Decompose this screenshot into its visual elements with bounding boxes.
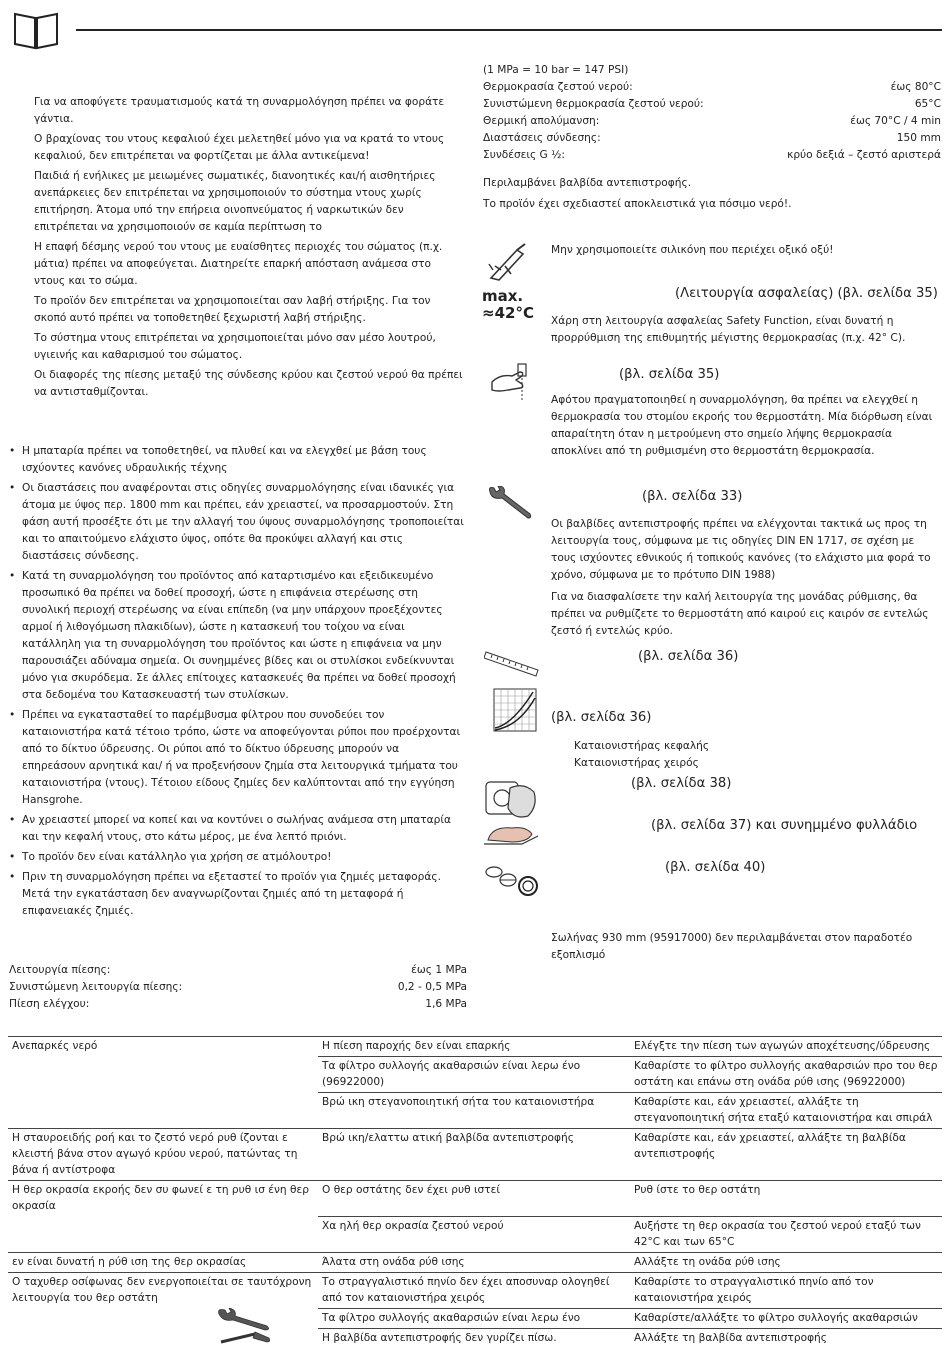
adjust-text: Αφότου πραγματοποιηθεί η συναρμολόγηση, θα πρέπει να ελεγχθεί η θερμοκρασία του στομίου εκροής του θερμοστάτη. Μία διόρθωση είναι απαραίτητη όταν η μετρούμενη στο σημείο λήψης θερμοκρασία αποκλίνει από τη ρυθμισμένη στο θερμοστάτη θερμοκρασία. <box>551 394 933 457</box>
spec-row: Θερμική απολύμανση: έως 70°C / 4 min <box>483 115 941 127</box>
intro-paragraph: Παιδιά ή ενήλικες με μειωμένες σωματικές, διανοητικές και/ή αισθητήριες ανεπάρκειες δεν επιτρέπεται να χρησιμοποιούν το σύστημα ντους χωρίς επιτήρηση. Άτομα υπό την επήρεια οινοπνεύματος ή ναρκωτικών δεν επιτρέπεται να χρησιμοποιούν σε καμία περίπτωση το <box>34 170 436 233</box>
table-row <box>8 1216 942 1252</box>
intro-paragraph: Ο βραχίονας του ντους κεφαλιού έχει μελετηθεί μόνο για να κρατά το ντους κεφαλιού, δεν επιτρέπεται να φορτίζεται με άλλα αντικείμενα! <box>34 133 445 162</box>
problem-cell: Η θερ οκρασία εκροής δεν συ φωνεί ε τη ρυθ ισ ένη θερ οκρασία <box>8 1181 318 1217</box>
spec-row: Λειτουργία πίεσης: έως 1 MPa <box>9 964 467 976</box>
table-row <box>8 1328 942 1348</box>
problem-cell <box>8 1057 318 1093</box>
maintenance-heading: (βλ. σελίδα 33) <box>642 489 743 504</box>
installation-bullets <box>9 443 464 923</box>
temperature-check-icon <box>490 362 534 410</box>
cause-cell: Ο θερ οστάτης δεν έχει ρυθ ιστεί <box>318 1181 630 1217</box>
table-row <box>8 1057 942 1093</box>
drinking-water-note: Το προϊόν έχει σχεδιαστεί αποκλειστικά για πόσιμο νερό!. <box>483 198 792 210</box>
header-rule <box>76 29 942 31</box>
hand-knob-icon <box>484 776 540 826</box>
table-row <box>8 1181 942 1217</box>
bullet-item: • Το προϊόν δεν είναι κατάλληλο για χρήση σε ατμόλουτρο! <box>9 849 464 866</box>
bullet-item: • Οι διαστάσεις που αναφέρονται στις οδηγίες συναρμολόγησης είναι ιδανικές για άτομα με ύψος περ. 1800 mm και πρέπει, εάν χρειαστεί, να προσαρμοστούν. Στη φάση αυτή προσέξτε ότι με την αλλαγή του ύψους συναρμολόγησης τροποποιείται και το απαιτούμενο ελάχιστο ύψος, οπότε θα προκύψει αλλαγή και στις διαστάσεις σύνδεσης. <box>9 480 464 565</box>
cause-cell: Το στραγγαλιστικό πηνίο δεν έχει αποσυναρ ολογηθεί από τον καταιονιστήρα χειρός <box>318 1272 630 1308</box>
ref-page-40: (βλ. σελίδα 40) <box>665 860 766 875</box>
pressure-specs <box>9 962 467 1013</box>
cause-cell: Η βαλβίδα αντεπιστροφής δεν γυρίζει πίσω. <box>318 1328 630 1348</box>
bullet-item: • Κατά τη συναρμολόγηση του προϊόντος από καταρτισμένο και εξειδικευμένο προσωπικό θα πρέπει να δοθεί προσοχή, ώστε η επιφάνεια στερέωσης στη συνολική περιοχή στερέωσης να είναι επίπεδη (να μην υπάρχουν προεξέχοντες αρμοί ή λιθογόμωση πλακιδίων), ώστε η κατασκευή του τοίχου να είναι κατάλληλη για τη συναρμολόγηση του προϊόντος και ώστε η επιφάνεια να μην παρουσιάζει αδύναμα σημεία. Οι συνημμένες βίδες και οι στυλίσκοι ενδείκνυνται μόνο για σκυρόδεμα. Σε άλλες επίτοιχες κατασκευές θα πρέπει να δοθεί προσοχή στα δεδομένα του Κατασκευαστή των στυλίσκων. <box>9 568 464 704</box>
table-row <box>8 1272 942 1308</box>
problem-cell: Ανεπαρκές νερό <box>8 1037 318 1057</box>
specs-header: (1 MPa = 10 bar = 147 PSI) <box>483 64 629 76</box>
spec-row: Θερμοκρασία ζεστού νερού: έως 80°C <box>483 81 941 93</box>
ruler-icon <box>484 648 540 682</box>
temperature-specs <box>483 62 941 164</box>
table-row <box>8 1037 942 1057</box>
bullet-item: • Αν χρειαστεί μπορεί να κοπεί και να κοντύνει ο σωλήνας ανάμεσα στη μπαταρία και την κεφαλή ντους, στο κάτω μέρος, με ένα λεπτό πριόνι. <box>9 812 464 846</box>
cause-cell: Η πίεση παροχής δεν είναι επαρκής <box>318 1037 630 1057</box>
ref-page-36-b: (βλ. σελίδα 36) <box>551 710 652 725</box>
table-row <box>8 1129 942 1181</box>
max-label: max. <box>482 287 524 305</box>
problem-cell: εν είναι δυνατή η ρύθ ιση της θερ οκρασίας <box>8 1252 318 1272</box>
table-row <box>8 1093 942 1129</box>
bullet-item: • Η μπαταρία πρέπει να τοποθετηθεί, να πλυθεί και να ελεγχθεί με βάση τους ισχύοντες κανόνες υδραυλικής τέχνης <box>9 443 464 477</box>
intro-paragraph: Για να αποφύγετε τραυματισμούς κατά τη συναρμολόγηση πρέπει να φοράτε γάντια. <box>34 96 445 125</box>
problem-cell <box>8 1093 318 1129</box>
spec-row: Συνιστώμενη λειτουργία πίεσης: 0,2 - 0,5 MPa <box>9 981 467 993</box>
safety-heading: (Λειτουργία ασφαλείας) (βλ. σελίδα 35) <box>675 286 938 301</box>
hose-note: Σωλήνας 930 mm (95917000) δεν περιλαμβάνεται στον παραδοτέο εξοπλισμό <box>551 932 913 961</box>
maintenance-text <box>551 516 939 643</box>
intro-paragraph: Η επαφή δέσμης νερού του ντους με ευαίσθητες περιοχές του σώματος (π.χ. μάτια) πρέπει να αποφεύγεται. Διατηρείτε επαρκή απόσταση ανάμεσα στο ντους και το σώμα. <box>34 241 443 287</box>
remedy-cell: Αλλάξτε τη βαλβίδα αντεπιστροφής <box>630 1328 942 1348</box>
remedy-cell: Ελέγξτε την πίεση των αγωγών αποχέτευσης/ύδρευσης <box>630 1037 942 1057</box>
check-valve-note: Περιλαμβάνει βαλβίδα αντεπιστροφής. <box>483 177 692 189</box>
problem-cell: Η σταυροειδής ροή και το ζεστό νερό ρυθ ίζονται ε κλειστή βάνα στον αγωγό κρύου νερού, πατώντας τη βάνα ή αντίστροφα <box>8 1129 318 1181</box>
maintenance-paragraph: Για να διασφαλίσετε την καλή λειτουργία της μονάδας ρύθμισης, θα πρέπει να ρυθμίζετε το θερμοστάτη από καιρού εις καιρόν σε εντελώς ζεστό ή εντελώς κρύο. <box>551 591 929 637</box>
flow-diagram-icon <box>493 688 537 736</box>
wrench-icon <box>486 486 534 524</box>
filter-parts-icon <box>484 862 540 902</box>
remedy-cell: Καθαρίστε το φίλτρο συλλογής ακαθαρσιών προ του θερ οστάτη και επάνω στη ονάδα ρύθ ισης (96922000) <box>630 1057 942 1093</box>
remedy-cell: Καθαρίστε/αλλάξτε το φίλτρο συλλογής ακαθαρσιών <box>630 1308 942 1328</box>
spec-row: Πίεση ελέγχου: 1,6 MPa <box>9 998 467 1010</box>
remedy-cell: Αλλάξτε τη ονάδα ρύθ ισης <box>630 1252 942 1272</box>
silicone-gun-icon <box>487 240 529 286</box>
problem-cell <box>8 1216 318 1252</box>
ref-page-36-a: (βλ. σελίδα 36) <box>638 649 739 664</box>
cause-cell: Βρώ ικη/ελαττω ατική βαλβίδα αντεπιστροφής <box>318 1129 630 1181</box>
max-temp-icon <box>482 288 534 322</box>
intro-text <box>34 94 464 404</box>
intro-paragraph: Το σύστημα ντους επιτρέπεται να χρησιμοποιείται μόνο σαν μέσο λουτρού, υγιεινής και καθαρισμού του σώματος. <box>34 332 436 361</box>
remedy-cell: Καθαρίστε και, εάν χρειαστεί, αλλάξτε τη στεγανοποιητική σήτα εταξύ καταιονιστήρα και σπιράλ <box>630 1093 942 1129</box>
max-temp-value: ≈42°C <box>482 304 534 322</box>
bullet-item: • Πρέπει να εγκατασταθεί το παρέμβυσμα φίλτρου που συνοδεύει τον καταιονιστήρα κατά τέτοιο τρόπο, ώστε να αποφεύγονται ρύποι που προέρχονται από το δίκτυο ύδρευσης. Οι ρύποι από το δίκτυο ύδρευσης μπορούν να επηρεάσουν αρνητικά και/ ή να προξενήσουν ζημία στα λειτουργικά τμήματα του καταιονιστήρα (ντους). Τέτοιου είδους ζημίες δεν καλύπτονται από την εγγύηση Hansgrohe. <box>9 707 464 809</box>
cause-cell: Χα ηλή θερ οκρασία ζεστού νερού <box>318 1216 630 1252</box>
ref-page-37: (βλ. σελίδα 37) και συνημμένο φυλλάδιο <box>651 818 918 833</box>
spec-row: Συνδέσεις G ½: κρύο δεξιά – ζεστό αριστερά <box>483 149 941 161</box>
cause-cell: Τα φίλτρο συλλογής ακαθαρσιών είναι λερω ένο <box>318 1308 630 1328</box>
spec-row: Διαστάσεις σύνδεσης: 150 mm <box>483 132 941 144</box>
tools-icon <box>215 1308 273 1352</box>
table-row <box>8 1308 942 1328</box>
problem-cell: Ο ταχυθερ οσίφωνας δεν ενεργοποιείται σε ταυτόχρονη λειτουργία του θερ οστάτη <box>8 1272 318 1308</box>
spec-row: Συνιστώμενη θερμοκρασία ζεστού νερού: 65°C <box>483 98 941 110</box>
intro-paragraph: Οι διαφορές της πίεσης μεταξύ της σύνδεσης κρύου και ζεστού νερού θα πρέπει να αντισταθμίζονται. <box>34 369 463 398</box>
hand-shower-label: Καταιονιστήρας χειρός <box>574 757 699 769</box>
remedy-cell: Ρυθ ίστε το θερ οστάτη <box>630 1181 942 1217</box>
shower-head-label: Καταιονιστήρας κεφαλής <box>574 740 710 752</box>
adjust-heading: (βλ. σελίδα 35) <box>619 367 720 382</box>
bullet-item: • Πριν τη συναρμολόγηση πρέπει να εξεταστεί το προϊόν για ζημιές μεταφοράς. Μετά την εγκατάσταση δεν αναγνωρίζονται ζημιές από τη μεταφορά ή επιφανειακές ζημιές. <box>9 869 464 920</box>
ref-page-38: (βλ. σελίδα 38) <box>631 776 732 791</box>
troubleshooting-table <box>8 1036 942 1348</box>
table-row <box>8 1252 942 1272</box>
cause-cell: Τα φίλτρο συλλογής ακαθαρσιών είναι λερω ένο (96922000) <box>318 1057 630 1093</box>
remedy-cell: Αυξήστε τη θερ οκρασία του ζεστού νερού εταξύ των 42°C και των 65°C <box>630 1216 942 1252</box>
safety-text: Χάρη στη λειτουργία ασφαλείας Safety Function, είναι δυνατή η προρρύθμιση της επιθυμητής μέγιστης θερμοκρασίας (π.χ. 42° C). <box>551 315 906 344</box>
intro-paragraph: Το προϊόν δεν επιτρέπεται να χρησιμοποιείται σαν λαβή στήριξης. Για τον σκοπό αυτό πρέπει να τοποθετηθεί ξεχωριστή λαβή στήριξης. <box>34 295 431 324</box>
book-icon <box>12 10 60 54</box>
remedy-cell: Καθαρίστε το στραγγαλιστικό πηνίο από τον καταιονιστήρα χειρός <box>630 1272 942 1308</box>
silicone-warning: Μην χρησιμοποιείτε σιλικόνη που περιέχει οξικό οξύ! <box>551 244 834 256</box>
remedy-cell: Καθαρίστε και, εάν χρειαστεί, αλλάξτε τη βαλβίδα αντεπιστροφής <box>630 1129 942 1181</box>
hand-cleaning-icon <box>482 820 542 854</box>
cause-cell: Βρώ ικη στεγανοποιητική σήτα του καταιονιστήρα <box>318 1093 630 1129</box>
cause-cell: Άλατα στη ονάδα ρύθ ισης <box>318 1252 630 1272</box>
maintenance-paragraph: Οι βαλβίδες αντεπιστροφής πρέπει να ελέγχονται τακτικά ως προς τη λειτουργία τους, σύμφωνα με τις οδηγίες DIN EN 1717, σε σχέση με τους ισχύοντες εθνικούς ή τοπικούς κανόνες (το ελάχιστο μια φορά το χρόνο, σύμφωνα με το πρότυπο DIN 1988) <box>551 518 931 581</box>
